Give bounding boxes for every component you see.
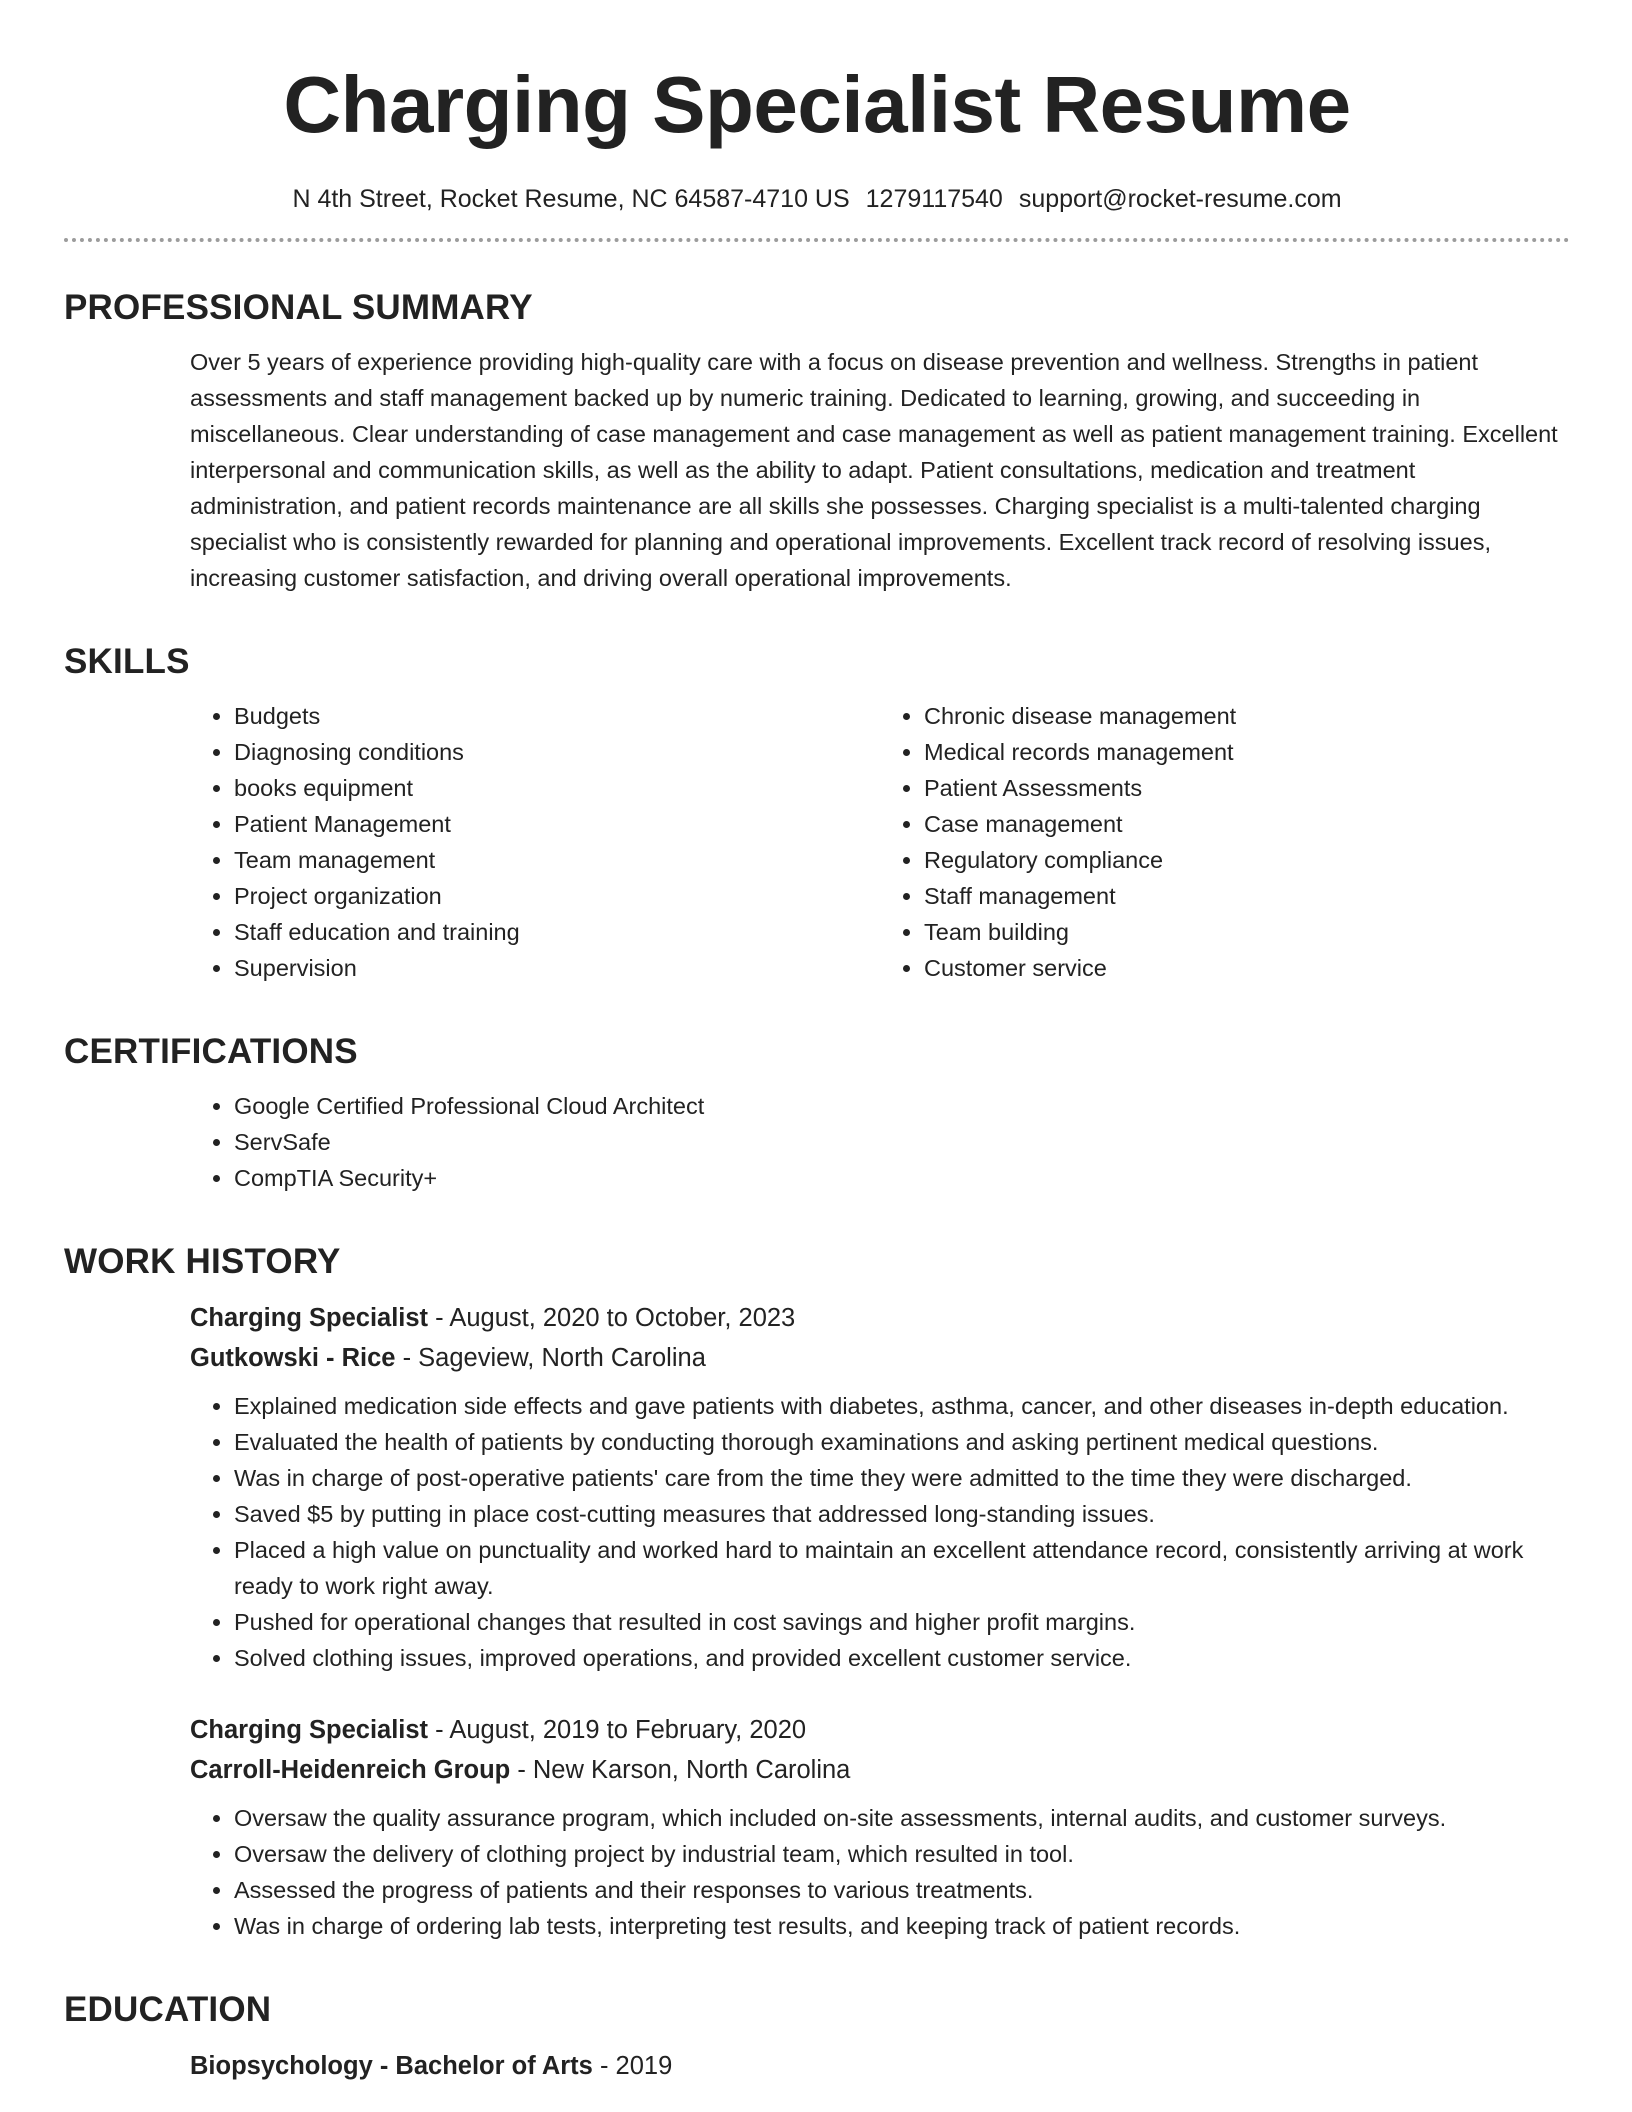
- education-body: [190, 2046, 1570, 2086]
- skill-item: • Supervision: [234, 950, 880, 986]
- job-entry: [190, 1710, 1570, 1944]
- certification-item: • ServSafe: [234, 1124, 1570, 1160]
- education-degree: Biopsychology - Bachelor of Arts: [190, 2052, 593, 2080]
- summary-section: [64, 286, 1570, 596]
- job-bullets: [190, 1388, 1570, 1676]
- job-bullet: • Evaluated the health of patients by conducting thorough examinations and asking pertinent medical questions.: [234, 1424, 1570, 1460]
- education-heading: EDUCATION: [64, 1990, 272, 2029]
- job-location: - Sageview, North Carolina: [395, 1344, 706, 1372]
- contact-phone: 1279117540: [865, 185, 1003, 213]
- skills-heading: SKILLS: [64, 642, 190, 681]
- skill-item: • Customer service: [924, 950, 1570, 986]
- job-title: Charging Specialist: [190, 1716, 429, 1744]
- certifications-section: [64, 1030, 1570, 1196]
- contact-address: N 4th Street, Rocket Resume, NC 64587-4710 US: [292, 185, 850, 213]
- skill-item: • Regulatory compliance: [924, 842, 1570, 878]
- skill-item: • Budgets: [234, 698, 880, 734]
- job-title-line: [190, 1710, 1570, 1750]
- work-history-body: [190, 1298, 1570, 1944]
- skill-item: • Medical records management: [924, 734, 1570, 770]
- resume-title: Charging Specialist Resume: [283, 60, 1351, 149]
- skills-section: [64, 640, 1570, 986]
- work-history-section: [64, 1240, 1570, 1944]
- job-bullet: • Placed a high value on punctuality and worked hard to maintain an excellent attendance record, consistently arriving at work ready to work right away.: [234, 1532, 1570, 1604]
- skill-item: • Project organization: [234, 878, 880, 914]
- job-company-line: [190, 1338, 1570, 1378]
- header-divider: [64, 238, 1570, 242]
- skills-list-right: [880, 698, 1570, 986]
- skill-item: • Team building: [924, 914, 1570, 950]
- job-bullet: • Solved clothing issues, improved operations, and provided excellent customer service.: [234, 1640, 1570, 1676]
- job-bullet: • Was in charge of ordering lab tests, interpreting test results, and keeping track of patient records.: [234, 1908, 1570, 1944]
- education-year: - 2019: [592, 2052, 673, 2080]
- skill-item: • Patient Assessments: [924, 770, 1570, 806]
- skill-item: • Team management: [234, 842, 880, 878]
- job-entry: [190, 1298, 1570, 1676]
- certification-item: • CompTIA Security+: [234, 1160, 1570, 1196]
- job-bullet: • Saved $5 by putting in place cost-cutting measures that addressed long-standing issues.: [234, 1496, 1570, 1532]
- skill-item: • Staff education and training: [234, 914, 880, 950]
- resume-page: [64, 0, 1570, 2086]
- skill-item: • Diagnosing conditions: [234, 734, 880, 770]
- summary-heading: PROFESSIONAL SUMMARY: [64, 288, 533, 327]
- job-bullet: • Was in charge of post-operative patients' care from the time they were admitted to the time they were discharged.: [234, 1460, 1570, 1496]
- work-history-heading: WORK HISTORY: [64, 1242, 341, 1281]
- skill-item: • Staff management: [924, 878, 1570, 914]
- job-bullet: • Oversaw the quality assurance program, which included on-site assessments, internal audits, and customer surveys.: [234, 1800, 1570, 1836]
- job-dates: - August, 2019 to February, 2020: [428, 1716, 807, 1744]
- job-title-line: [190, 1298, 1570, 1338]
- skill-item: • books equipment: [234, 770, 880, 806]
- job-bullet: • Assessed the progress of patients and their responses to various treatments.: [234, 1872, 1570, 1908]
- summary-text: Over 5 years of experience providing high-quality care with a focus on disease prevention and wellness. Strengths in patient assessments and staff management backed up by numeric training. Dedicated to learning, growing, and succeeding in miscellaneous. Clear understanding of case management and case management as well as patient management training. Excellent interpersonal and communication skills, as well as the ability to adapt. Patient consultations, medication and treatment administration, and patient records maintenance are all skills she possesses. Charging specialist is a multi-talented charging specialist who is consistently rewarded for planning and operational improvements. Excellent track record of resolving issues, increasing customer satisfaction, and driving overall operational improvements.: [190, 349, 1558, 591]
- job-title: Charging Specialist: [190, 1304, 429, 1332]
- certifications-body: [190, 1088, 1570, 1196]
- skill-item: • Patient Management: [234, 806, 880, 842]
- job-location: - New Karson, North Carolina: [510, 1756, 851, 1784]
- skills-list-left: [190, 698, 880, 986]
- certifications-heading: CERTIFICATIONS: [64, 1032, 358, 1071]
- job-bullets: [190, 1800, 1570, 1944]
- contact-line: [64, 182, 1570, 216]
- skills-grid: [190, 698, 1570, 986]
- job-company: Gutkowski - Rice: [190, 1344, 396, 1372]
- education-line: [190, 2046, 1570, 2086]
- contact-email: support@rocket-resume.com: [1018, 185, 1342, 213]
- job-company: Carroll-Heidenreich Group: [190, 1756, 511, 1784]
- job-dates: - August, 2020 to October, 2023: [428, 1304, 796, 1332]
- job-bullet: • Explained medication side effects and gave patients with diabetes, asthma, cancer, and other diseases in-depth education.: [234, 1388, 1570, 1424]
- skill-item: • Chronic disease management: [924, 698, 1570, 734]
- summary-body: [190, 344, 1570, 596]
- certifications-list: [190, 1088, 1570, 1196]
- certification-item: • Google Certified Professional Cloud Architect: [234, 1088, 1570, 1124]
- job-bullet: • Pushed for operational changes that resulted in cost savings and higher profit margins.: [234, 1604, 1570, 1640]
- education-section: [64, 1988, 1570, 2086]
- job-company-line: [190, 1750, 1570, 1790]
- skill-item: • Case management: [924, 806, 1570, 842]
- job-bullet: • Oversaw the delivery of clothing project by industrial team, which resulted in tool.: [234, 1836, 1570, 1872]
